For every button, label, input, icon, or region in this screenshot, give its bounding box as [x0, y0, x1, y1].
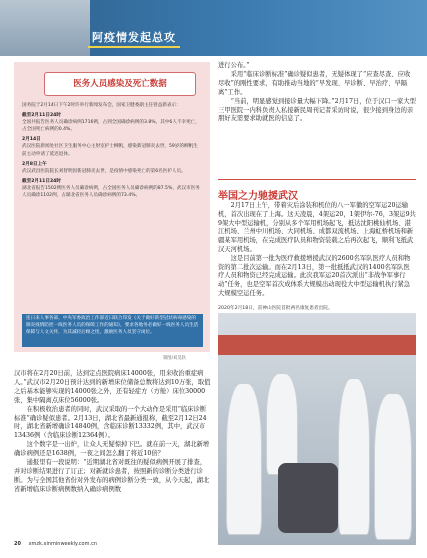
photo-wheelchair: [278, 463, 338, 533]
infobox-intro: 国务院于2月14日下午2时许举行新闻发布会，国家卫健委副主任曾益新表示：: [22, 103, 181, 108]
infobox-notice: 连日来人事各部、中央军委政治工作部近日联合印发《关于做好新型冠状病毒感染的肺炎疫情防控一线医务人员的保障工作的通知》，要求各地务必做好一线医务人员生活保障与人文关怀，为其减轻后顾之忧，激励医务人员坚守岗位。: [22, 314, 203, 347]
section-banner-title: 阿疫情发起总攻: [92, 31, 176, 44]
infobox-entry: 湖北省报告1502例医务人员确诊病例，占全国医务人员确诊病例的87.5%，武汉市医务人员确诊1102例，占湖北省医务人员确诊病例的73.4%。: [22, 185, 200, 199]
section-heading: 举国之力驰援武汉: [218, 187, 416, 202]
photo-figure: [266, 373, 298, 475]
infobox-date: 截至2月11日24时: [22, 178, 61, 184]
infobox-title: 医务人员感染及死亡数据: [44, 72, 196, 96]
paragraph: 这个数字是一出炉，让众人无疑惊掉下巴。就在前一天，湖北新增确诊病例还是1638例，一夜之间怎么翻了将近10倍？: [14, 441, 210, 458]
paragraph: 2月17日上午，带着灾后涂装和机位的八一军徽的空军运20运输机，首次出现在了上海。这天凌晨，4架运20，1架伊尔-76，3架运9共9架大中型运输机，分别从多个军用机场起飞，抵达沈阳桃仙机场、湛江机场、兰州中川机场、大同机场、成都双流机场、上海虹桥机场和新疆某军用机场，在完成医疗队员和物资装载之后再次起飞，顺利飞抵武汉天河机场。: [218, 202, 416, 253]
paragraph: 进行公布。”: [218, 62, 250, 69]
photo-caption: 2020年2月18日，雷神山医院首批两名康复患者出院。: [218, 306, 333, 311]
infobox-entry: 武汉武昌医院院长刘智明因新冠肺炎去世，是疫情中感染死亡的第6名医护人员。: [22, 168, 186, 174]
paragraph: 采用“临床诊断标准”确诊疑似患者，无疑体现了“应查尽查、应收尽收”的刚性要求，有助推动当地的“早发现、早诊断、早治疗、早隔离”工作。: [218, 70, 411, 96]
paragraph: 汉市将在2月20日前，达到定点医院病床14000张，用来收治重症病人。”武汉市2月20日预计达到的新增床位储备总数将达到10万张，取值之后基本能够实现的14000张之外，还有轻症方（方舱）床位30000张，集中隔离点床位56000张。: [14, 370, 211, 404]
footer-site: xmzk.xinminweekly.com.cn: [28, 541, 97, 547]
paragraph: 通报里有一段说明：“近期湖北省对既往的疑似病例开展了排查，并对诊断结果进行了订正；对新就诊患者，按照新的诊断分类进行诊断。为与全国其他省份对外发布的病例诊断分类一致，从今天起，湖北省新增临床诊断病例数纳入确诊病例数: [14, 459, 210, 493]
infobox-date: 截至2月11日24时: [22, 113, 61, 119]
infobox-date: 2月8日上午: [22, 161, 47, 167]
article-column-right-mid: [218, 202, 416, 299]
paragraph: 这是目前第一批为医疗救援增援武汉的2600名军队医疗人员和物资的第二批次运输。而在2月13日，第一批抵抵武汉的1400名军队医疗人员和物资已经完成运输。此次我军运20首次派出“非战争军事行动”任务，也是空军首次成体系大规模出动现役大中型运输机执行紧急大规模空运任务。: [218, 254, 411, 297]
page-footer: [14, 541, 97, 547]
article-column-left-bottom: [14, 370, 212, 495]
infobox-date: 2月14日: [22, 137, 41, 143]
photo-figure: [226, 383, 262, 535]
paragraph: 在积极收治患者的同时，武汉采取的一个大动作是采用“临床诊断标准”确诊疑似患者。2月13日，湖北省最新通报称，截至2月12日24时，湖北省新增确诊14840例，含临床诊断13332例，其中，武汉市13436例（含临床诊断12364例）。: [14, 405, 207, 440]
graphic-credit: 制图/刘昊轶: [163, 356, 186, 361]
hospital-discharge-photo: [218, 313, 416, 545]
photo-figure: [338, 378, 370, 535]
infobox-body: [22, 102, 202, 199]
header-banner: [0, 0, 427, 56]
photo-figure: [374, 393, 412, 540]
banner-photo: [0, 0, 90, 56]
page-number: 20: [14, 541, 21, 547]
infobox-entry: 武汉医院新闻处社区卫生服务中心主射室护士柳帆，感染新冠肺炎去世，59岁的柳帆生前主动申请了延迟退休。: [22, 144, 198, 157]
infobox: [14, 62, 210, 352]
photo-red-banner: [218, 335, 416, 355]
paragraph: “当前，明显感觉到接诊量大幅下降。”2月17日，位于汉口一家大型三甲医院一内科负责人私接新民周刊记者采访时说，很少接到身边的亲朋好友需要求助就医的信息了。: [218, 97, 416, 123]
article-column-right-top: [218, 62, 416, 124]
infobox-entry: 全国共报告医务人员确诊病例1716例，占到全国确诊病例的3.8%，其中6人不幸死亡，占全国死亡病例的0.4%。: [22, 120, 200, 133]
